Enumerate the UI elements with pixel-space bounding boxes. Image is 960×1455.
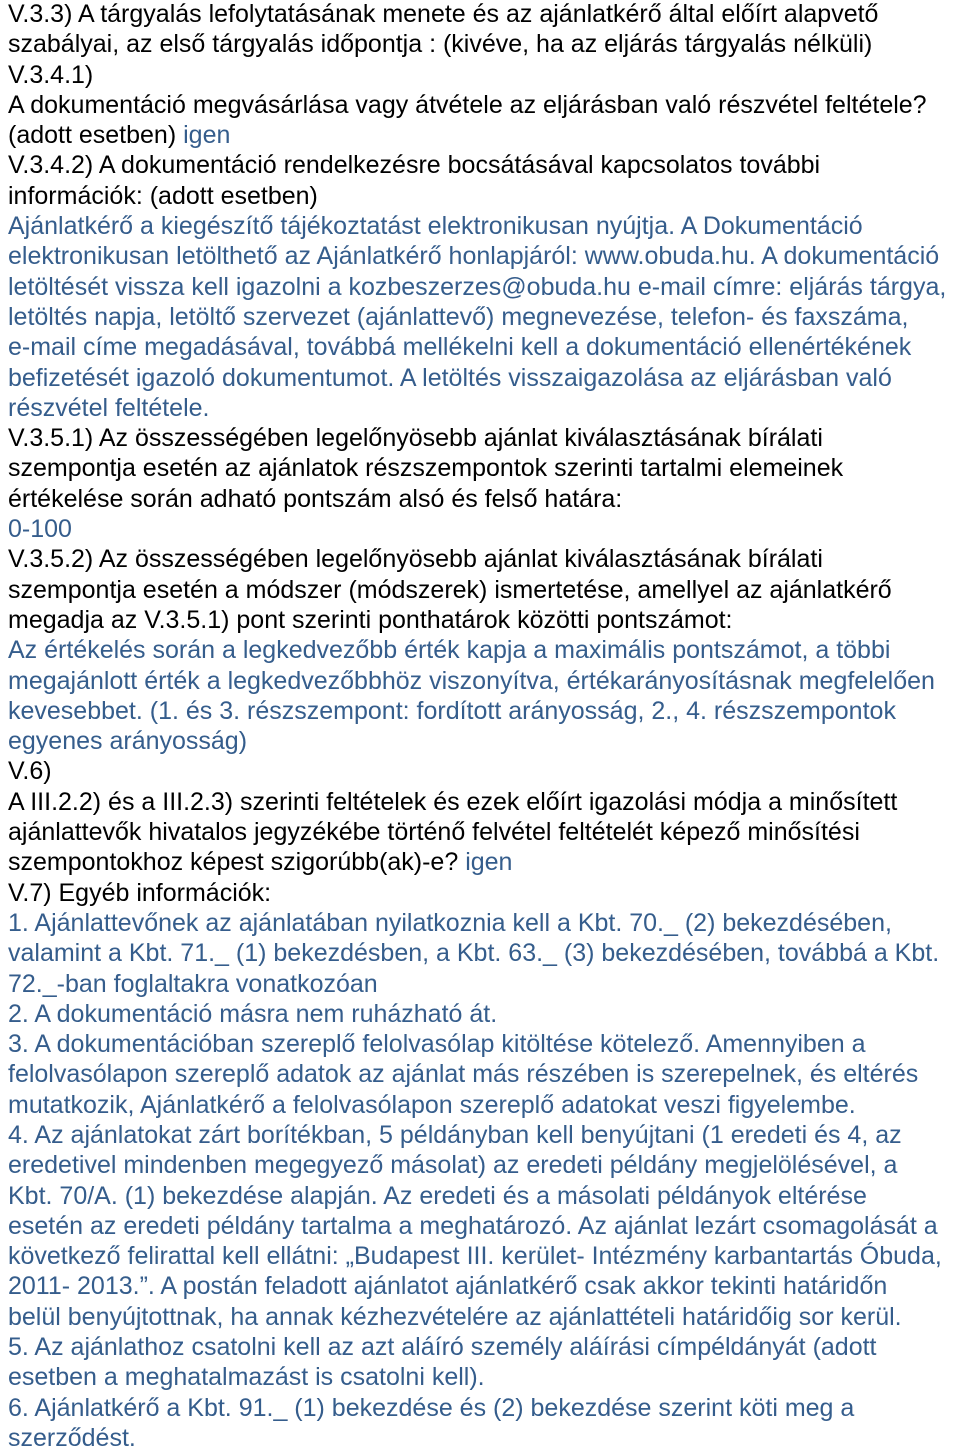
document-line bbox=[8, 666, 960, 696]
document-line bbox=[8, 393, 960, 423]
document-line bbox=[8, 969, 960, 999]
document-line bbox=[8, 1029, 960, 1059]
document-line bbox=[8, 605, 960, 635]
document-line bbox=[8, 1302, 960, 1332]
label-text: V.3.5.2) Az összességében legelőnyösebb ajánlat kiválasztásának bírálati bbox=[8, 545, 823, 574]
answer-text: esetén az eredeti példány tartalma a meghatározó. Az ajánlat lezárt csomagolását a bbox=[8, 1211, 938, 1240]
answer-text: belül benyújtottnak, ha annak kézhezvételére az ajánlattételi határidőig sor kerül. bbox=[8, 1302, 902, 1331]
answer-text: megajánlott érték a legkedvezőbbhöz viszonyítva, értékarányosításnak megfelelően bbox=[8, 666, 935, 695]
answer-text: Ajánlatkérő a kiegészítő tájékoztatást elektronikusan nyújtja. A Dokumentáció bbox=[8, 212, 863, 241]
answer-text: letöltés napja, letöltő szervezet (ajánlattevő) megnevezése, telefon- és faxszáma, bbox=[8, 302, 909, 331]
label-text: A III.2.2) és a III.2.3) szerinti feltételek és ezek előírt igazolási módja a minősített bbox=[8, 787, 898, 816]
answer-text: 72._-ban foglaltakra vonatkozóan bbox=[8, 969, 378, 998]
document-line bbox=[8, 90, 960, 120]
document-line bbox=[8, 514, 960, 544]
answer-text: mutatkozik, Ajánlatkérő a felolvasólapon szereplő adatokat veszi figyelembe. bbox=[8, 1090, 856, 1119]
document-line bbox=[8, 575, 960, 605]
document-line bbox=[8, 272, 960, 302]
label-text: V.3.5.1) Az összességében legelőnyösebb ajánlat kiválasztásának bírálati bbox=[8, 424, 823, 453]
document-line bbox=[8, 999, 960, 1029]
answer-text: 5. Az ajánlathoz csatolni kell az azt aláíró személy aláírási címpéldányát (adott bbox=[8, 1333, 877, 1362]
answer-text: igen bbox=[183, 121, 231, 150]
label-text: információk: (adott esetben) bbox=[8, 181, 318, 210]
document-line bbox=[8, 787, 960, 817]
document-line bbox=[8, 60, 960, 90]
document-line bbox=[8, 847, 960, 877]
document-line bbox=[8, 29, 960, 59]
label-text: szempontja esetén az ajánlatok részszempontok szerinti tartalmi elemeinek bbox=[8, 454, 844, 483]
answer-text: szerződést. bbox=[8, 1423, 136, 1452]
answer-text: 4. Az ajánlatokat zárt borítékban, 5 példányban kell benyújtani (1 eredeti és 4, az bbox=[8, 1120, 902, 1149]
document-line bbox=[8, 1332, 960, 1362]
label-text: megadja az V.3.5.1) pont szerinti ponthatárok közötti pontszámot: bbox=[8, 605, 733, 634]
document-line bbox=[8, 1090, 960, 1120]
document-line bbox=[8, 241, 960, 271]
answer-text: 2011- 2013.”. A postán feladott ajánlatot ajánlatkérő csak akkor tekinti határidőn bbox=[8, 1272, 888, 1301]
document-line bbox=[8, 908, 960, 938]
document-line bbox=[8, 726, 960, 756]
answer-text: esetben a meghatalmazást is csatolni kell). bbox=[8, 1363, 485, 1392]
document-line bbox=[8, 363, 960, 393]
document-line bbox=[8, 1362, 960, 1392]
document-line bbox=[8, 544, 960, 574]
answer-text: 3. A dokumentációban szereplő felolvasólap kitöltése kötelező. Amennyiben a bbox=[8, 1030, 866, 1059]
document-line bbox=[8, 817, 960, 847]
answer-text: 2. A dokumentáció másra nem ruházható át. bbox=[8, 999, 498, 1028]
document-line bbox=[8, 878, 960, 908]
label-text: V.3.4.1) bbox=[8, 60, 94, 89]
document-line bbox=[8, 1241, 960, 1271]
document-line bbox=[8, 1271, 960, 1301]
label-text: (adott esetben) bbox=[8, 121, 184, 150]
answer-text: egyenes arányosság) bbox=[8, 727, 248, 756]
label-text: szabályai, az első tárgyalás időpontja : (kivéve, ha az eljárás tárgyalás nélküli) bbox=[8, 30, 873, 59]
answer-text: 6. Ajánlatkérő a Kbt. 91._ (1) bekezdése és (2) bekezdése szerint köti meg a bbox=[8, 1393, 855, 1422]
document-line bbox=[8, 1059, 960, 1089]
document-line bbox=[8, 1120, 960, 1150]
label-text: V.3.3) A tárgyalás lefolytatásának menete és az ajánlatkérő által előírt alapvető bbox=[8, 0, 879, 28]
document-line bbox=[8, 120, 960, 150]
document-line bbox=[8, 1423, 960, 1453]
label-text: V.7) Egyéb információk: bbox=[8, 878, 272, 907]
label-text: értékelése során adható pontszám alsó és felső határa: bbox=[8, 484, 623, 513]
answer-text: eredetivel mindenben megegyező másolat) az eredeti példány megjelölésével, a bbox=[8, 1151, 898, 1180]
document-line bbox=[8, 332, 960, 362]
answer-text: következő felirattal kell ellátni: „Budapest III. kerület- Intézmény karbantartás Óbuda, bbox=[8, 1242, 942, 1271]
document-line bbox=[8, 635, 960, 665]
document-line bbox=[8, 423, 960, 453]
document-line bbox=[8, 1393, 960, 1423]
document-line bbox=[8, 211, 960, 241]
label-text: V.3.4.2) A dokumentáció rendelkezésre bocsátásával kapcsolatos további bbox=[8, 151, 821, 180]
document-line bbox=[8, 938, 960, 968]
label-text: A dokumentáció megvásárlása vagy átvétele az eljárásban való részvétel feltétele? bbox=[8, 90, 927, 119]
answer-text: Az értékelés során a legkedvezőbb érték kapja a maximális pontszámot, a többi bbox=[8, 636, 891, 665]
label-text: ajánlattevők hivatalos jegyzékébe történő felvétel feltételét képező minősítési bbox=[8, 818, 860, 847]
document-line bbox=[8, 1211, 960, 1241]
answer-text: kevesebbet. (1. és 3. részszempont: fordított arányosság, 2., 4. részszempontok bbox=[8, 696, 896, 725]
answer-text: befizetését igazoló dokumentumot. A letöltés visszaigazolása az eljárásban való bbox=[8, 363, 892, 392]
document-page bbox=[8, 0, 960, 1453]
answer-text: Kbt. 70/A. (1) bekezdése alapján. Az eredeti és a másolati példányok eltérése bbox=[8, 1181, 867, 1210]
document-line bbox=[8, 1181, 960, 1211]
label-text: szempontokhoz képest szigorúbb(ak)-e? bbox=[8, 848, 466, 877]
document-line bbox=[8, 696, 960, 726]
answer-text: letöltését vissza kell igazolni a kozbeszerzes@obuda.hu e-mail címre: eljárás tárgya, bbox=[8, 272, 947, 301]
document-line bbox=[8, 1150, 960, 1180]
answer-text: e-mail címe megadásával, továbbá mellékelni kell a dokumentáció ellenértékének bbox=[8, 333, 912, 362]
answer-text: 0-100 bbox=[8, 515, 72, 544]
answer-text: 1. Ajánlattevőnek az ajánlatában nyilatkoznia kell a Kbt. 70._ (2) bekezdésében, bbox=[8, 908, 892, 937]
answer-text: valamint a Kbt. 71._ (1) bekezdésben, a Kbt. 63._ (3) bekezdésében, továbbá a Kbt. bbox=[8, 939, 940, 968]
document-line bbox=[8, 181, 960, 211]
document-line bbox=[8, 0, 960, 29]
answer-text: részvétel feltétele. bbox=[8, 393, 210, 422]
document-line bbox=[8, 453, 960, 483]
label-text: szempontja esetén a módszer (módszerek) ismertetése, amellyel az ajánlatkérő bbox=[8, 575, 892, 604]
label-text: V.6) bbox=[8, 757, 52, 786]
document-line bbox=[8, 484, 960, 514]
answer-text: elektronikusan letölthető az Ajánlatkérő honlapjáról: www.obuda.hu. A dokumentáció bbox=[8, 242, 940, 271]
answer-text: felolvasólapon szereplő adatok az ajánlat más részében is szerepelnek, és eltérés bbox=[8, 1060, 919, 1089]
document-line bbox=[8, 756, 960, 786]
document-line bbox=[8, 302, 960, 332]
document-line bbox=[8, 150, 960, 180]
answer-text: igen bbox=[465, 848, 513, 877]
